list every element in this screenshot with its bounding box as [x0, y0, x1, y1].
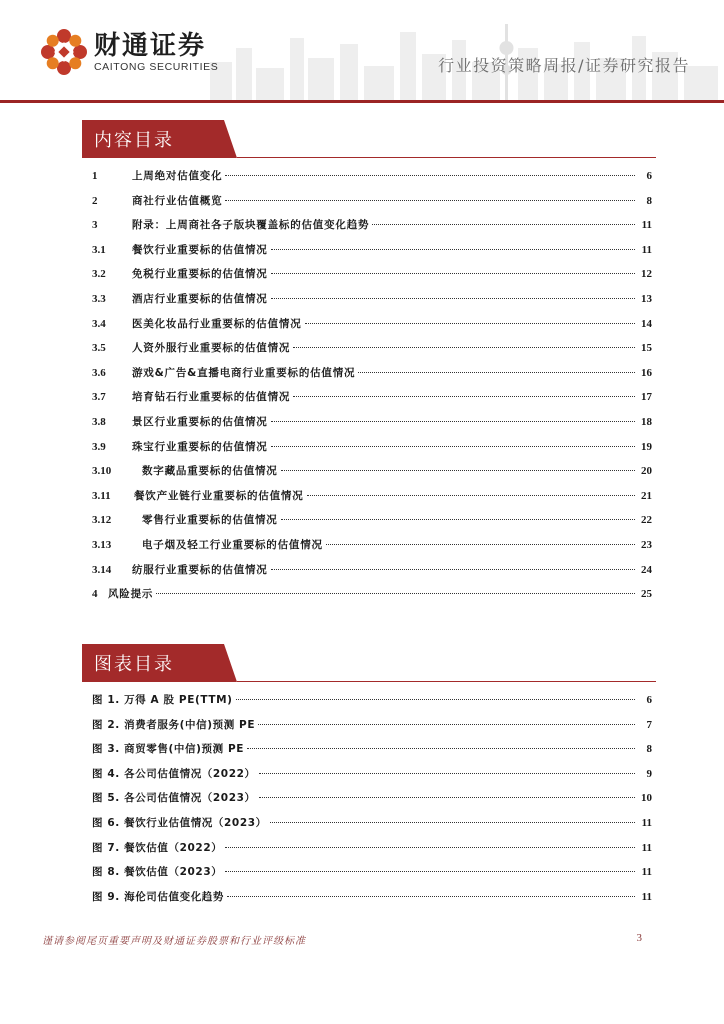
toc-title-rule [237, 157, 656, 159]
toc-entry-text: 景区行业重要标的估值情况 [132, 415, 268, 428]
toc-entry-number: 2 [92, 194, 98, 207]
toc-entry-page: 16 [641, 366, 652, 379]
toc-entry-page: 20 [641, 465, 652, 478]
toc-entry-number: 3.5 [92, 342, 106, 355]
figure-entry[interactable] [92, 766, 652, 791]
dot-leader [305, 323, 636, 324]
toc-entry[interactable] [92, 365, 652, 390]
dot-leader [225, 200, 635, 201]
figures-title: 图表目录 [94, 654, 174, 675]
toc-entry[interactable] [92, 291, 652, 316]
dot-leader [307, 495, 636, 496]
dot-leader [270, 822, 635, 823]
figure-entry[interactable] [92, 717, 652, 742]
toc-entry[interactable] [92, 586, 652, 611]
toc-entry-number: 3.4 [92, 317, 106, 330]
toc-entry-text: 游戏&广告&直播电商行业重要标的估值情况 [132, 366, 356, 379]
toc-entry-page: 23 [641, 538, 652, 551]
figure-entry-text: 图 1. 万得 A 股 PE(TTM) [92, 694, 233, 706]
toc-entry-number: 3.6 [92, 366, 106, 379]
toc-entry-page: 14 [641, 317, 652, 330]
figure-entry[interactable] [92, 790, 652, 815]
toc-entry-page: 6 [646, 170, 652, 182]
toc-entry-number: 3 [92, 219, 98, 232]
page-number: 3 [636, 932, 642, 944]
list-of-figures [92, 692, 652, 913]
toc-entry-page: 17 [641, 391, 652, 404]
figure-entry-text: 图 3. 商贸零售(中信)预测 PE [92, 743, 245, 756]
figure-entry[interactable] [92, 864, 652, 889]
figure-entry-text: 图 7. 餐饮估值（2022） [92, 841, 223, 854]
toc-entry-text: 免税行业重要标的估值情况 [132, 268, 268, 281]
toc-entry-number: 3.10 [92, 465, 112, 478]
dot-leader [227, 896, 635, 897]
dot-leader [271, 421, 635, 422]
toc-entry-text: 零售行业重要标的估值情况 [142, 514, 278, 527]
toc-entry-text: 数字藏品重要标的估值情况 [142, 465, 278, 478]
figure-entry-page: 11 [641, 890, 652, 903]
figure-entry-page: 6 [646, 694, 652, 706]
company-logo [40, 28, 218, 76]
dot-leader [271, 569, 635, 570]
toc-entry-page: 8 [646, 194, 652, 207]
figure-entry-text: 图 4. 各公司估值情况（2022） [92, 767, 256, 780]
toc-entry-text: 风险提示 [108, 588, 154, 601]
toc-entry-text: 酒店行业重要标的估值情况 [132, 292, 268, 305]
figures-title-rule [237, 681, 656, 683]
toc-entry-text: 培育钻石行业重要标的估值情况 [132, 391, 291, 404]
toc-entry-page: 21 [641, 489, 652, 502]
toc-entry-text: 珠宝行业重要标的估值情况 [132, 440, 268, 453]
caitong-logo-icon [40, 28, 88, 76]
figure-entry-page: 11 [641, 841, 652, 854]
dot-leader [259, 773, 635, 774]
toc-entry[interactable] [92, 488, 652, 513]
dot-leader [293, 347, 635, 348]
toc-entry[interactable] [92, 340, 652, 365]
figure-entry[interactable] [92, 889, 652, 914]
figure-entry-page: 11 [641, 816, 652, 829]
dot-leader [358, 372, 635, 373]
toc-entry-number: 3.3 [92, 292, 106, 305]
dot-leader [372, 224, 635, 225]
dot-leader [156, 593, 635, 594]
toc-entry[interactable] [92, 266, 652, 291]
dot-leader [293, 396, 635, 397]
toc-entry-page: 18 [641, 415, 652, 428]
toc-entry-page: 12 [641, 268, 652, 281]
toc-entry-number: 3.9 [92, 440, 106, 453]
figure-entry-text: 图 6. 餐饮行业估值情况（2023） [92, 816, 267, 829]
toc-entry[interactable] [92, 512, 652, 537]
figure-entry-text: 图 2. 消费者服务(中信)预测 PE [92, 718, 256, 731]
figure-entry[interactable] [92, 815, 652, 840]
toc-entry[interactable] [92, 389, 652, 414]
toc-entry-number: 3.2 [92, 268, 106, 281]
toc-entry-page: 19 [641, 440, 652, 453]
toc-entry-page: 11 [641, 219, 652, 232]
figure-entry[interactable] [92, 840, 652, 865]
figure-entry-text: 图 9. 海伦司估值变化趋势 [92, 890, 225, 903]
dot-leader [326, 544, 635, 545]
figure-entry[interactable] [92, 692, 652, 717]
toc-entry-number: 3.13 [92, 538, 112, 551]
figure-entry-page: 9 [646, 767, 652, 780]
toc-entry[interactable] [92, 562, 652, 587]
toc-entry[interactable] [92, 242, 652, 267]
dot-leader [259, 797, 635, 798]
table-of-contents [92, 168, 652, 611]
figure-entry-text: 图 5. 各公司估值情况（2023） [92, 792, 256, 805]
toc-entry-text: 上周绝对估值变化 [132, 170, 223, 182]
toc-entry-page: 11 [641, 243, 652, 256]
toc-entry-number: 3.11 [92, 489, 111, 502]
toc-entry-number: 3.14 [92, 563, 112, 576]
disclaimer-note: 谨请参阅尾页重要声明及财通证券股票和行业评级标准 [42, 936, 306, 947]
toc-entry[interactable] [92, 537, 652, 562]
dot-leader [258, 724, 635, 725]
figure-entry-page: 8 [646, 743, 652, 756]
toc-entry-text: 人资外服行业重要标的估值情况 [132, 342, 291, 355]
toc-entry-number: 3.8 [92, 415, 106, 428]
figure-entry-page: 11 [641, 866, 652, 879]
toc-section-header [82, 120, 656, 158]
toc-entry-page: 25 [641, 588, 652, 601]
toc-entry-text: 商社行业估值概览 [132, 194, 223, 207]
dot-leader [225, 871, 635, 872]
dot-leader [271, 298, 635, 299]
dot-leader [271, 446, 635, 447]
logo-english-name: CAITONG SECURITIES [94, 60, 219, 73]
toc-entry[interactable] [92, 414, 652, 439]
toc-entry[interactable] [92, 217, 652, 242]
toc-entry-number: 3.1 [92, 243, 106, 256]
toc-entry-text: 纺服行业重要标的估值情况 [132, 563, 268, 576]
figure-entry-page: 7 [646, 718, 652, 731]
dot-leader [225, 847, 635, 848]
toc-entry-page: 24 [641, 563, 652, 576]
toc-entry-number: 4 [92, 588, 98, 601]
toc-entry[interactable] [92, 193, 652, 218]
toc-entry-text: 餐饮产业链行业重要标的估值情况 [134, 489, 304, 502]
figure-entry-text: 图 8. 餐饮估值（2023） [92, 866, 223, 879]
toc-entry-text: 附录：上周商社各子版块覆盖标的估值变化趋势 [132, 219, 370, 232]
toc-entry[interactable] [92, 168, 652, 193]
toc-entry-number: 3.7 [92, 391, 106, 404]
toc-entry-text: 电子烟及轻工行业重要标的估值情况 [142, 538, 323, 551]
header-divider [0, 100, 724, 103]
logo-chinese-name: 财通证券 [94, 30, 207, 61]
toc-entry-page: 13 [641, 292, 652, 305]
dot-leader [225, 175, 635, 176]
toc-entry[interactable] [92, 439, 652, 464]
dot-leader [247, 748, 635, 749]
page-header [0, 0, 724, 104]
dot-leader [281, 470, 635, 471]
toc-entry-text: 医美化妆品行业重要标的估值情况 [132, 317, 302, 330]
dot-leader [281, 519, 635, 520]
toc-entry-text: 餐饮行业重要标的估值情况 [132, 243, 268, 256]
toc-entry-page: 22 [641, 514, 652, 527]
report-type-label: 行业投资策略周报/证券研究报告 [438, 56, 690, 75]
dot-leader [271, 273, 635, 274]
dot-leader [271, 249, 635, 250]
dot-leader [236, 699, 635, 700]
toc-entry-number: 3.12 [92, 514, 112, 527]
toc-entry-page: 15 [641, 342, 652, 355]
toc-title: 内容目录 [94, 130, 174, 151]
toc-entry-number: 1 [92, 170, 98, 182]
figures-section-header [82, 644, 656, 682]
figure-entry[interactable] [92, 741, 652, 766]
toc-entry[interactable] [92, 463, 652, 488]
toc-entry[interactable] [92, 316, 652, 341]
figure-entry-page: 10 [641, 792, 652, 805]
